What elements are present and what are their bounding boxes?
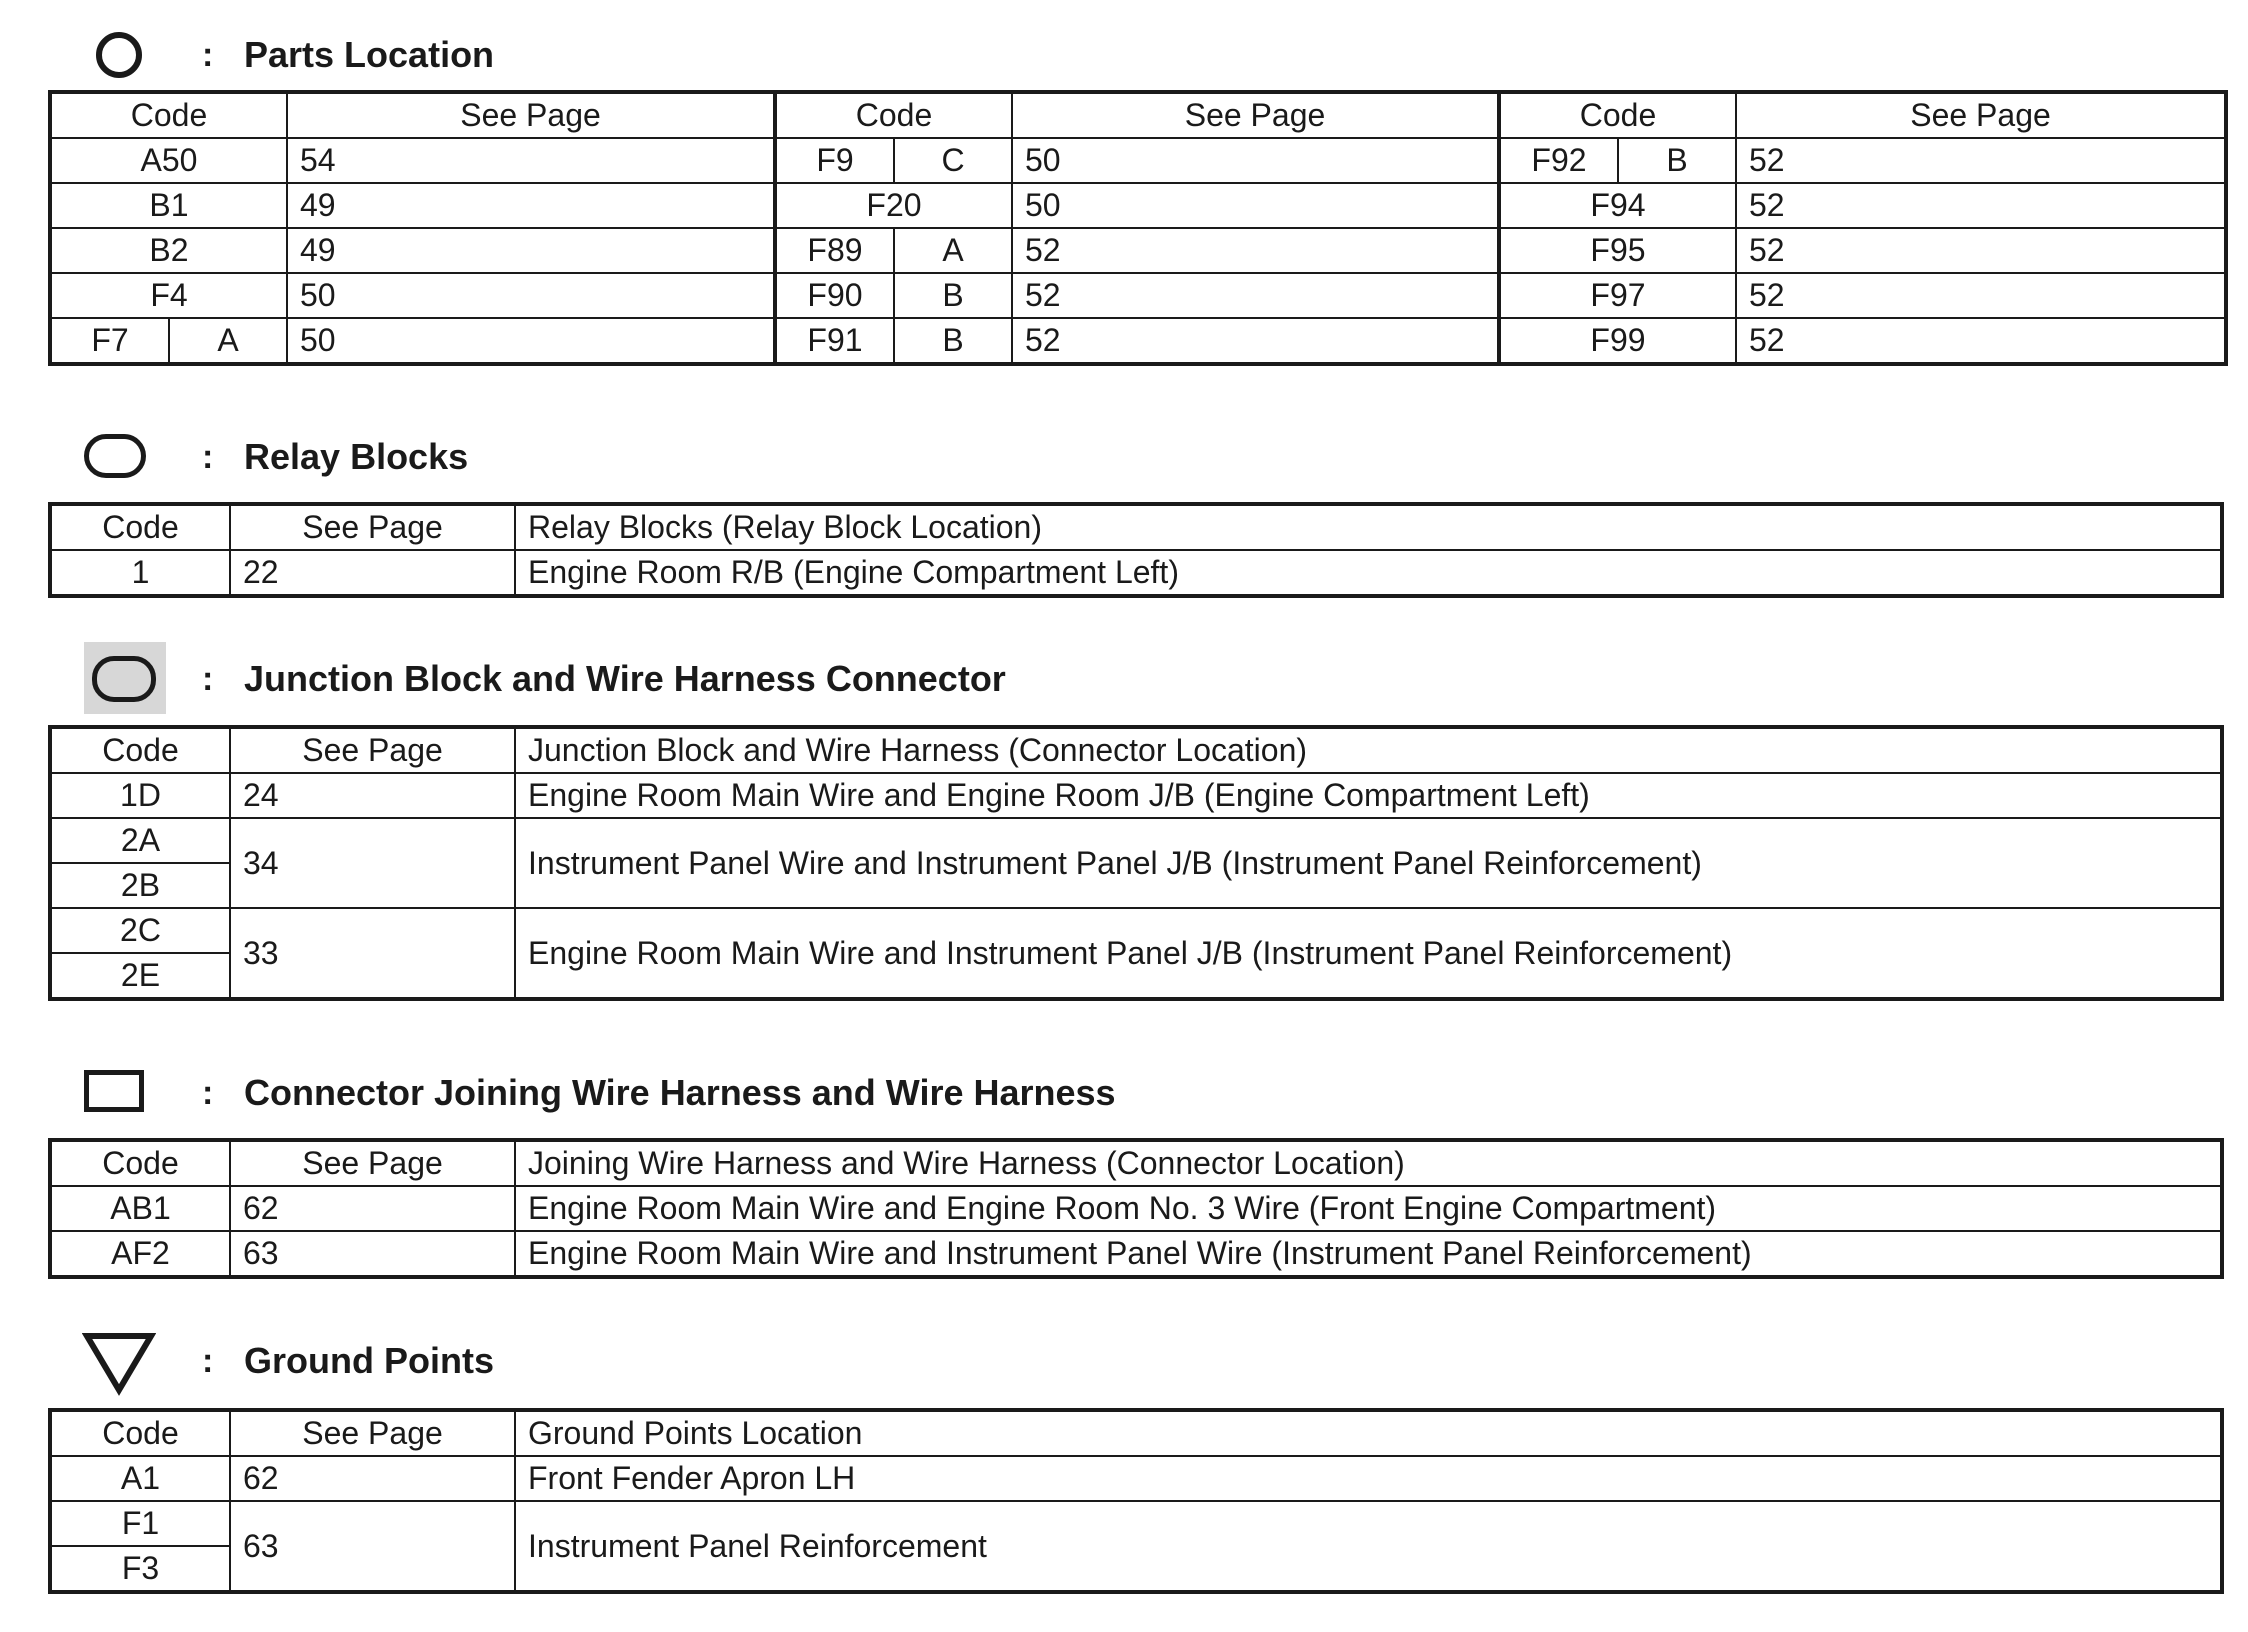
ground-points-table — [48, 1408, 2224, 1594]
code-cell: A1 — [50, 1456, 230, 1501]
page-cell: 49 — [287, 183, 775, 228]
heading-colon: : — [202, 660, 214, 698]
header-see-page: See Page — [230, 727, 515, 773]
description-cell: Engine Room R/B (Engine Compartment Left) — [515, 550, 2222, 596]
section-title: Ground Points — [244, 1340, 494, 1381]
rounded-rect-symbol-icon — [84, 434, 146, 478]
header-see-page: See Page — [287, 92, 775, 138]
table-row — [50, 1186, 2222, 1231]
table-header-row — [50, 1410, 2222, 1456]
description-cell: Instrument Panel Reinforcement — [515, 1501, 2222, 1592]
header-see-page: See Page — [1736, 92, 2226, 138]
shaded-rounded-rect-symbol-icon — [92, 656, 156, 702]
page-cell: 50 — [287, 318, 775, 364]
table-row — [50, 228, 2226, 273]
page-cell: 49 — [287, 228, 775, 273]
page-cell: 24 — [230, 773, 515, 818]
heading-colon: : — [202, 438, 214, 476]
junction-block-table — [48, 725, 2224, 1001]
code-cell: F94 — [1499, 183, 1736, 228]
header-code: Code — [50, 1410, 230, 1456]
page-cell: 22 — [230, 550, 515, 596]
header-description: Junction Block and Wire Harness (Connector Location) — [515, 727, 2222, 773]
header-code: Code — [1499, 92, 1736, 138]
table-header-row — [50, 92, 2226, 138]
subcode-cell: B — [1618, 138, 1736, 183]
header-code: Code — [775, 92, 1012, 138]
page-cell: 62 — [230, 1456, 515, 1501]
code-cell: 1 — [50, 550, 230, 596]
table-row — [50, 773, 2222, 818]
table-row — [50, 1501, 2222, 1546]
page-cell: 33 — [230, 908, 515, 999]
code-cell: A50 — [50, 138, 287, 183]
code-cell: F92 — [1499, 138, 1618, 183]
page-cell: 52 — [1012, 228, 1499, 273]
code-cell: F1 — [50, 1501, 230, 1546]
subcode-cell: B — [894, 273, 1012, 318]
page-cell: 52 — [1736, 273, 2226, 318]
code-cell: F97 — [1499, 273, 1736, 318]
table-row — [50, 1456, 2222, 1501]
table-row — [50, 318, 2226, 364]
page-cell: 52 — [1736, 228, 2226, 273]
square-symbol-icon — [84, 1070, 144, 1112]
code-cell: F4 — [50, 273, 287, 318]
subcode-cell: B — [894, 318, 1012, 364]
page-cell: 50 — [287, 273, 775, 318]
header-see-page: See Page — [230, 1410, 515, 1456]
code-cell: F9 — [775, 138, 894, 183]
table-header-row — [50, 727, 2222, 773]
header-description: Joining Wire Harness and Wire Harness (Connector Location) — [515, 1140, 2222, 1186]
section-title: Connector Joining Wire Harness and Wire Harness — [244, 1072, 1116, 1113]
description-cell: Instrument Panel Wire and Instrument Panel J/B (Instrument Panel Reinforcement) — [515, 818, 2222, 908]
connector-joining-heading — [0, 1056, 1200, 1136]
subcode-cell: C — [894, 138, 1012, 183]
table-row — [50, 1231, 2222, 1277]
header-code: Code — [50, 1140, 230, 1186]
ground-points-heading — [0, 1324, 1200, 1404]
header-description: Ground Points Location — [515, 1410, 2222, 1456]
description-cell: Engine Room Main Wire and Instrument Panel Wire (Instrument Panel Reinforcement) — [515, 1231, 2222, 1277]
code-cell: F20 — [775, 183, 1012, 228]
relay-blocks-table — [48, 502, 2224, 598]
table-row — [50, 183, 2226, 228]
section-title: Relay Blocks — [244, 436, 469, 477]
header-see-page: See Page — [230, 1140, 515, 1186]
section-title: Parts Location — [244, 34, 495, 75]
code-cell: B2 — [50, 228, 287, 273]
code-cell: F7 — [50, 318, 169, 364]
page-cell: 52 — [1012, 273, 1499, 318]
code-cell: F99 — [1499, 318, 1736, 364]
heading-colon: : — [202, 1342, 214, 1380]
relay-blocks-heading — [0, 420, 1200, 500]
code-cell: AF2 — [50, 1231, 230, 1277]
page-cell: 50 — [1012, 138, 1499, 183]
table-row — [50, 273, 2226, 318]
page-cell: 54 — [287, 138, 775, 183]
page-cell: 63 — [230, 1501, 515, 1592]
page-cell: 52 — [1736, 183, 2226, 228]
code-cell: 1D — [50, 773, 230, 818]
page-cell: 52 — [1012, 318, 1499, 364]
code-cell: AB1 — [50, 1186, 230, 1231]
subcode-cell: A — [169, 318, 287, 364]
header-see-page: See Page — [230, 504, 515, 550]
code-cell: 2A — [50, 818, 230, 863]
table-header-row — [50, 504, 2222, 550]
code-cell: F3 — [50, 1546, 230, 1592]
page-cell: 62 — [230, 1186, 515, 1231]
code-cell: B1 — [50, 183, 287, 228]
code-cell: F90 — [775, 273, 894, 318]
page-cell: 34 — [230, 818, 515, 908]
header-see-page: See Page — [1012, 92, 1499, 138]
header-code: Code — [50, 727, 230, 773]
code-cell: 2E — [50, 953, 230, 999]
table-header-row — [50, 1140, 2222, 1186]
code-cell: F91 — [775, 318, 894, 364]
table-row — [50, 908, 2222, 953]
header-description: Relay Blocks (Relay Block Location) — [515, 504, 2222, 550]
table-row — [50, 550, 2222, 596]
page-cell: 63 — [230, 1231, 515, 1277]
circle-symbol-icon — [96, 32, 142, 78]
page-cell: 50 — [1012, 183, 1499, 228]
connector-joining-table — [48, 1138, 2224, 1279]
code-cell: 2C — [50, 908, 230, 953]
description-cell: Engine Room Main Wire and Engine Room No. 3 Wire (Front Engine Compartment) — [515, 1186, 2222, 1231]
section-title: Junction Block and Wire Harness Connector — [244, 658, 1006, 699]
junction-block-heading — [0, 642, 1200, 722]
code-cell: F89 — [775, 228, 894, 273]
code-cell: F95 — [1499, 228, 1736, 273]
description-cell: Engine Room Main Wire and Engine Room J/B (Engine Compartment Left) — [515, 773, 2222, 818]
heading-colon: : — [202, 1074, 214, 1112]
description-cell: Front Fender Apron LH — [515, 1456, 2222, 1501]
table-row — [50, 818, 2222, 863]
parts-location-heading — [0, 18, 1200, 98]
description-cell: Engine Room Main Wire and Instrument Panel J/B (Instrument Panel Reinforcement) — [515, 908, 2222, 999]
heading-colon: : — [202, 36, 214, 74]
page-cell: 52 — [1736, 318, 2226, 364]
page-cell: 52 — [1736, 138, 2226, 183]
header-code: Code — [50, 92, 287, 138]
table-row — [50, 138, 2226, 183]
triangle-symbol-icon — [82, 1332, 156, 1396]
code-cell: 2B — [50, 863, 230, 908]
subcode-cell: A — [894, 228, 1012, 273]
header-code: Code — [50, 504, 230, 550]
parts-location-table — [48, 90, 2228, 366]
